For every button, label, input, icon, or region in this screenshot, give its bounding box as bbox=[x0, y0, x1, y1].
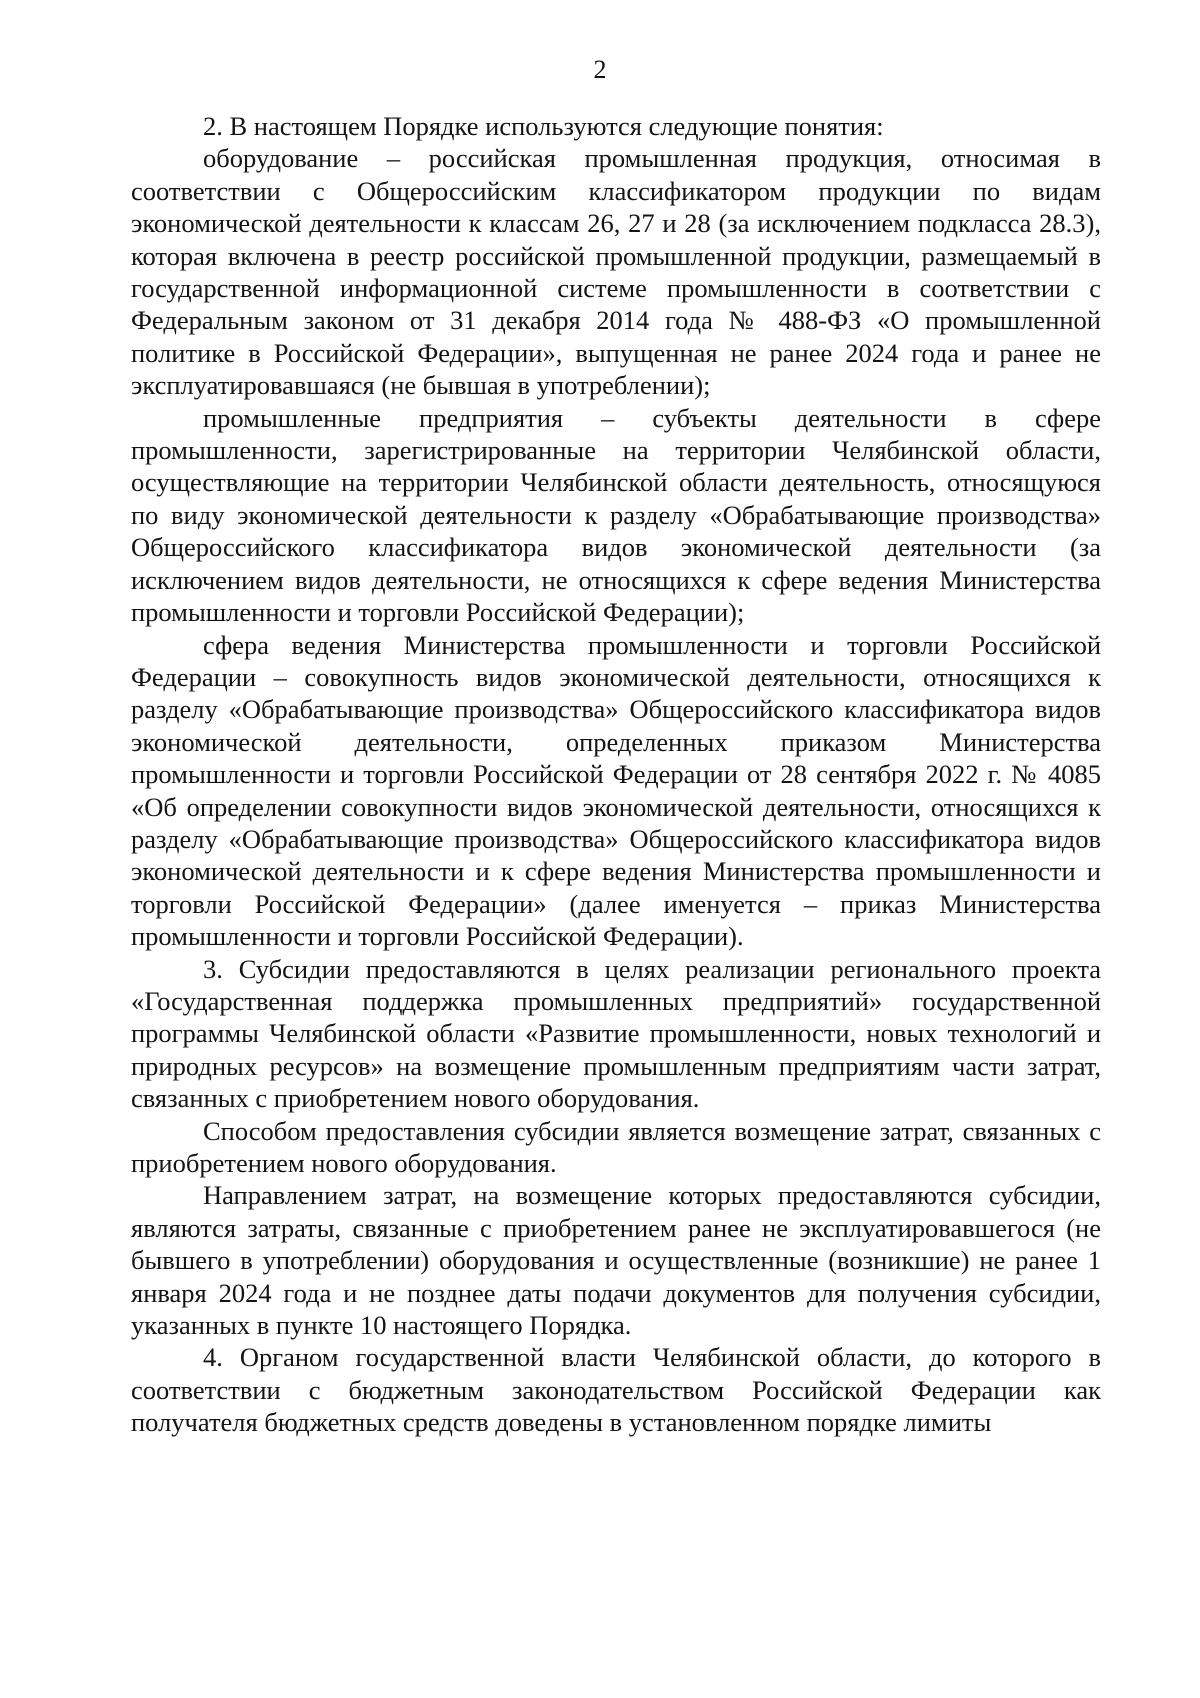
paragraph-cost-direction: Направлением затрат, на возмещение которых предоставляются субсидии, являются затраты, связанные с приобретением ранее не эксплуатировавшегося (не бывшего в употреблении) оборудования и осуществленные (возникшие) не ранее 1 января 2024 года и не позднее даты подачи документов для получения субсидии, указанных в пункте 10 настоящего Порядка. bbox=[131, 1180, 1101, 1341]
paragraph-authority: 4. Органом государственной власти Челябинской области, до которого в соответствии с бюджетным законодательством Российской Федерации как получателя бюджетных средств доведены в установленном порядке лимиты bbox=[131, 1342, 1101, 1438]
paragraph-concepts-intro: 2. В настоящем Порядке используются следующие понятия: bbox=[203, 111, 884, 141]
paragraph-ministry-scope-definition: сфера ведения Министерства промышленности и торговли Российской Федерации – совокупность видов экономической деятельности, относящихся к разделу «Обрабатывающие производства» Общероссийского классификатора видов экономической деятельности, определенных приказом Министерства промышленности и торговли Российской Федерации от 28 сентября 2022 г. № 4085 «Об определении совокупности видов экономической деятельности, относящихся к разделу «Обрабатывающие производства» Общероссийского классификатора видов экономической деятельности и к сфере ведения Министерства промышленности и торговли Российской Федерации» (далее именуется – приказ Министерства промышленности и торговли Российской Федерации). bbox=[131, 629, 1101, 952]
document-body bbox=[131, 110, 1101, 1439]
page-number: 2 bbox=[593, 55, 607, 84]
paragraph-subsidy-method: Способом предоставления субсидии является возмещение затрат, связанных с приобретением нового оборудования. bbox=[131, 1115, 1101, 1178]
paragraph-equipment-definition: оборудование – российская промышленная продукция, относимая в соответствии с Общероссийским классификатором продукции по видам экономической деятельности к классам 26, 27 и 28 (за исключением подкласса 28.3), которая включена в реестр российской промышленной продукции, размещаемый в государственной информационной системе промышленности в соответствии с Федеральным законом от 31 декабря 2014 года № 488-ФЗ «О промышленной политике в Российской Федерации», выпущенная не ранее 2024 года и ранее не эксплуатировавшаяся (не бывшая в употреблении); bbox=[131, 143, 1101, 401]
paragraph-subsidy-purpose: 3. Субсидии предоставляются в целях реализации регионального проекта «Государственная поддержка промышленных предприятий» государственной программы Челябинской области «Развитие промышленности, новых технологий и природных ресурсов» на возмещение промышленным предприятиям части затрат, связанных с приобретением нового оборудования. bbox=[131, 953, 1101, 1114]
paragraph-enterprises-definition: промышленные предприятия – субъекты деятельности в сфере промышленности, зарегистрированные на территории Челябинской области, осуществляющие на территории Челябинской области деятельность, относящуюся по виду экономической деятельности к разделу «Обрабатывающие производства» Общероссийского классификатора видов экономической деятельности (за исключением видов деятельности, не относящихся к сфере ведения Министерства промышленности и торговли Российской Федерации); bbox=[131, 402, 1101, 628]
